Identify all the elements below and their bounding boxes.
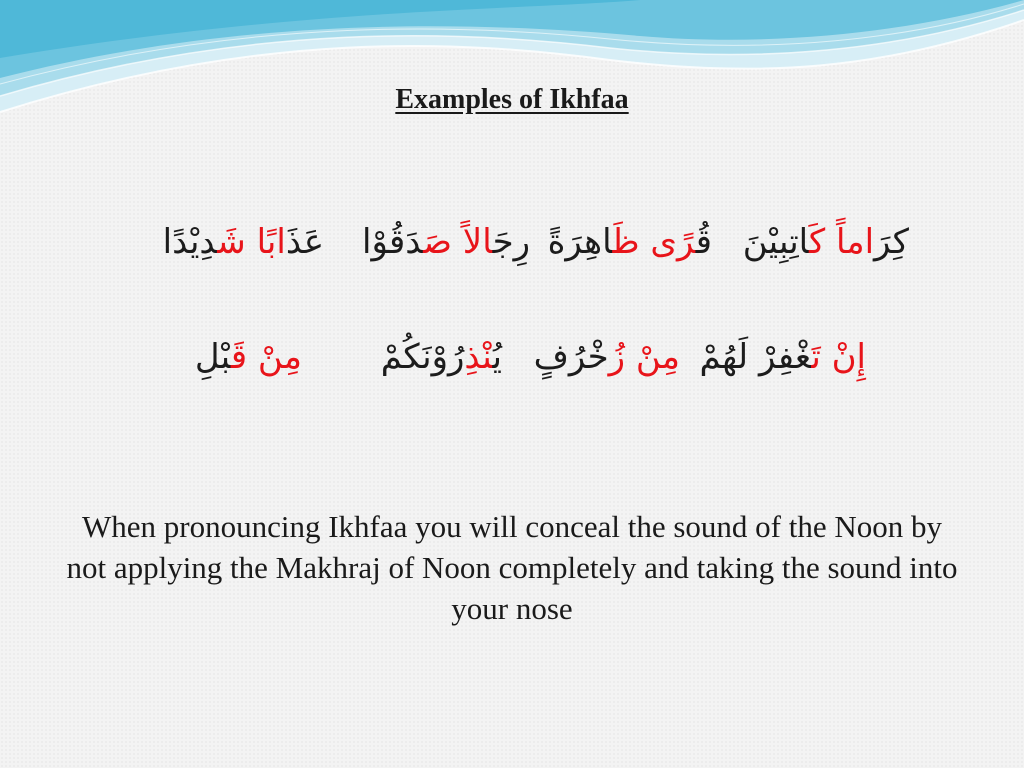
arabic-example-phrase: عَذَابًا شَدِيْدًا	[162, 222, 324, 262]
slide-title-text: Examples of Ikhfaa	[395, 84, 629, 115]
arabic-example-phrase: يُنْذِرُوْنَكُمْ	[380, 337, 502, 377]
slide-title	[0, 84, 1024, 116]
arabic-example-phrase: مِنْ زُخْرُفٍ	[533, 337, 680, 377]
arabic-example-phrase: قُرًى ظَاهِرَةً	[547, 222, 712, 262]
arabic-example-phrase: إِنْ تَغْفِرْ لَهُمْ	[699, 337, 866, 377]
arabic-example-phrase: مِنْ قَبْلِ	[194, 337, 302, 377]
ikhfaa-description: When pronouncing Ikhfaa you will conceal the sound of the Noon by not applying the Makhraj of Noon completely and taking the sound into your nose	[66, 509, 958, 626]
arabic-example-phrase: كِرَاماً كَاتِبِيْنَ	[742, 222, 909, 262]
arabic-example-phrase: رِجَالاً صَدَقُوْا	[362, 222, 530, 262]
